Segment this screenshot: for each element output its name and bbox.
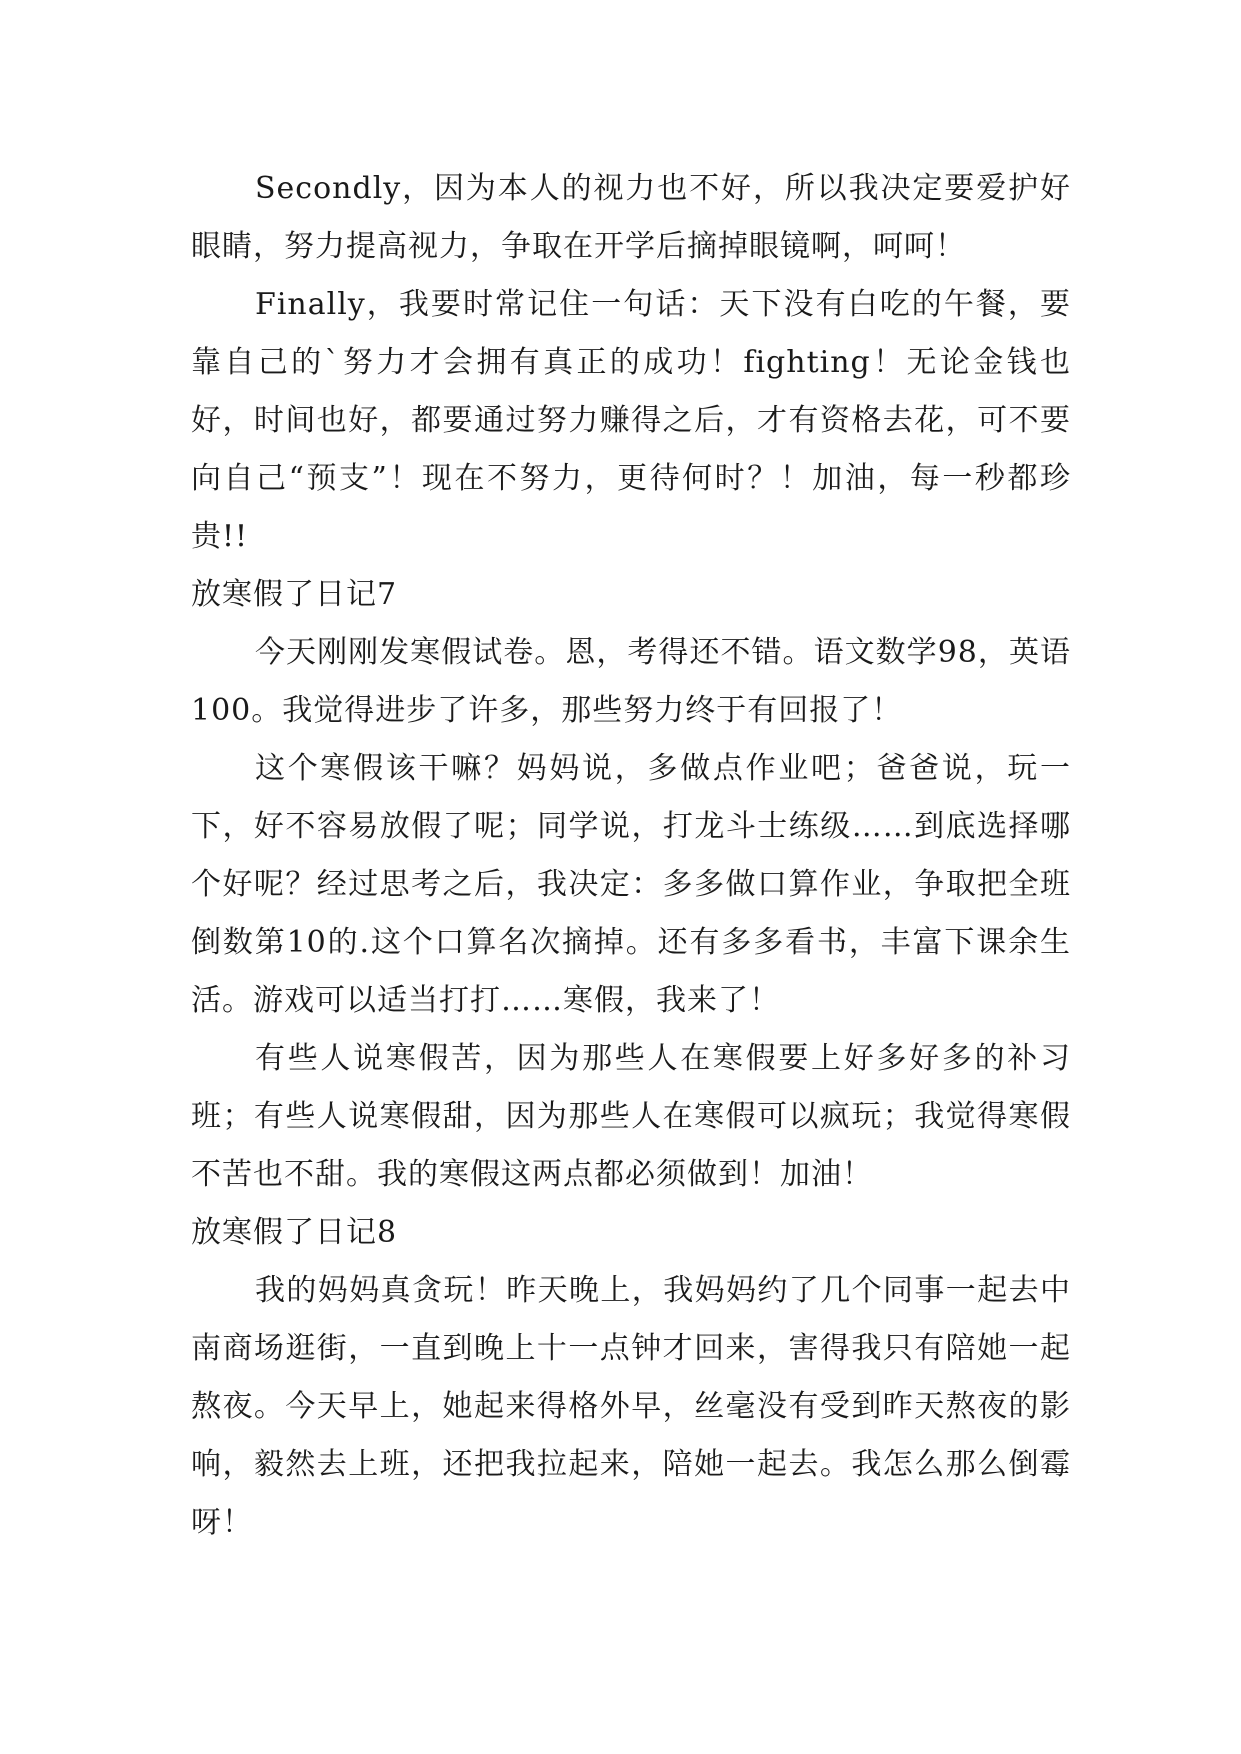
diary-heading-8: 放寒假了日记8 [191, 1215, 398, 1250]
paragraph-finally: Finally，我要时常记住一句话：天下没有白吃的午餐，要靠自己的`努力才会拥有真正的成功！fighting！无论金钱也好，时间也好，都要通过努力赚得之后，才有资格去花，可不要向自己“预支”！现在不努力，更待何时？！加油，每一秒都珍贵!! [191, 287, 1071, 554]
document-body [191, 160, 1071, 1552]
paragraph-secondly: Secondly，因为本人的视力也不好，所以我决定要爱护好眼睛，努力提高视力，争取在开学后摘掉眼镜啊，呵呵！ [191, 171, 1071, 264]
paragraph-winter-bitter-sweet: 有些人说寒假苦，因为那些人在寒假要上好多好多的补习班；有些人说寒假甜，因为那些人在寒假可以疯玩；我觉得寒假不苦也不甜。我的寒假这两点都必须做到！加油！ [191, 1041, 1071, 1192]
paragraph-winter-plan: 这个寒假该干嘛？妈妈说，多做点作业吧；爸爸说，玩一下，好不容易放假了呢；同学说，打龙斗士练级……到底选择哪个好呢？经过思考之后，我决定：多多做口算作业，争取把全班倒数第10的.这个口算名次摘掉。还有多多看书，丰富下课余生活。游戏可以适当打打……寒假，我来了！ [191, 751, 1071, 1018]
paragraph-exam-results: 今天刚刚发寒假试卷。恩，考得还不错。语文数学98，英语100。我觉得进步了许多，那些努力终于有回报了！ [191, 635, 1071, 728]
diary-heading-7: 放寒假了日记7 [191, 577, 398, 612]
paragraph-mother-shopping: 我的妈妈真贪玩！昨天晚上，我妈妈约了几个同事一起去中南商场逛街，一直到晚上十一点钟才回来，害得我只有陪她一起熬夜。今天早上，她起来得格外早，丝毫没有受到昨天熬夜的影响，毅然去上班，还把我拉起来，陪她一起去。我怎么那么倒霉呀！ [191, 1273, 1071, 1540]
